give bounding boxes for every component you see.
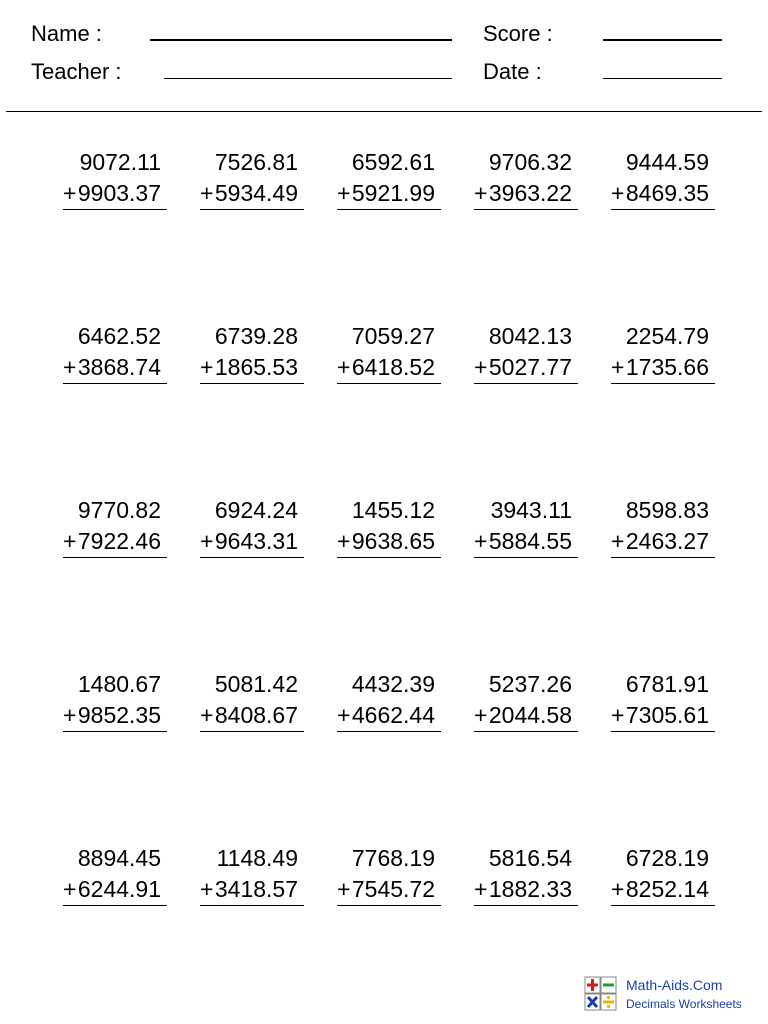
addition-problem — [611, 670, 715, 732]
plus-sign: + — [474, 354, 488, 380]
plus-sign: + — [474, 180, 488, 206]
addend-bottom: 5884.55 — [488, 528, 572, 554]
addend-top: 6462.52 — [77, 323, 161, 349]
answer-line[interactable] — [337, 383, 441, 384]
plus-sign: + — [63, 702, 77, 728]
header-divider — [6, 111, 762, 112]
addend-bottom: 5934.49 — [214, 180, 298, 206]
plus-sign: + — [611, 180, 625, 206]
addend-bottom: 9638.65 — [351, 528, 435, 554]
teacher-label: Teacher : — [31, 59, 122, 84]
addend-bottom: 3868.74 — [77, 354, 161, 380]
addition-problem — [200, 148, 304, 210]
addition-problem — [474, 844, 578, 906]
answer-line[interactable] — [337, 731, 441, 732]
addend-bottom: 3963.22 — [488, 180, 572, 206]
addition-problem — [200, 322, 304, 384]
addend-top: 7768.19 — [351, 845, 435, 871]
answer-line[interactable] — [611, 731, 715, 732]
plus-sign: + — [200, 702, 214, 728]
answer-line[interactable] — [611, 209, 715, 210]
addend-top: 3943.11 — [490, 497, 572, 523]
addend-bottom: 8469.35 — [625, 180, 709, 206]
answer-line[interactable] — [474, 731, 578, 732]
answer-line[interactable] — [611, 557, 715, 558]
addend-bottom: 7922.46 — [77, 528, 161, 554]
answer-line[interactable] — [474, 209, 578, 210]
addend-top: 6592.61 — [351, 149, 435, 175]
date-label: Date : — [483, 59, 542, 84]
problem-row — [63, 496, 723, 670]
answer-line[interactable] — [63, 209, 167, 210]
answer-line[interactable] — [200, 209, 304, 210]
addition-problem — [337, 844, 441, 906]
problem-row — [63, 670, 723, 844]
answer-line[interactable] — [337, 905, 441, 906]
addition-problem — [611, 148, 715, 210]
addition-problem — [611, 496, 715, 558]
date-field[interactable] — [603, 78, 722, 79]
answer-line[interactable] — [200, 905, 304, 906]
addend-bottom: 2044.58 — [488, 702, 572, 728]
plus-sign: + — [611, 354, 625, 380]
plus-sign: + — [200, 528, 214, 554]
plus-sign: + — [611, 876, 625, 902]
plus-sign: + — [337, 702, 351, 728]
addend-top: 7059.27 — [351, 323, 435, 349]
addend-top: 8894.45 — [77, 845, 161, 871]
plus-sign: + — [611, 528, 625, 554]
plus-sign: + — [474, 528, 488, 554]
addend-bottom: 9643.31 — [214, 528, 298, 554]
problem-row — [63, 148, 723, 322]
plus-sign: + — [63, 180, 77, 206]
answer-line[interactable] — [200, 383, 304, 384]
problem-row — [63, 322, 723, 496]
answer-line[interactable] — [63, 383, 167, 384]
addition-problem — [200, 844, 304, 906]
math-operators-icon — [584, 976, 618, 1012]
answer-line[interactable] — [474, 905, 578, 906]
plus-sign: + — [63, 354, 77, 380]
addend-top: 6739.28 — [214, 323, 298, 349]
plus-sign: + — [337, 528, 351, 554]
addend-bottom: 8252.14 — [625, 876, 709, 902]
addend-top: 6781.91 — [625, 671, 709, 697]
addend-bottom: 5027.77 — [488, 354, 572, 380]
plus-sign: + — [63, 876, 77, 902]
addend-top: 1148.49 — [216, 845, 298, 871]
answer-line[interactable] — [337, 209, 441, 210]
score-label: Score : — [483, 21, 553, 46]
name-label: Name : — [31, 21, 102, 46]
addend-top: 6924.24 — [214, 497, 298, 523]
addition-problem — [337, 148, 441, 210]
addend-top: 6728.19 — [625, 845, 709, 871]
addend-top: 7526.81 — [214, 149, 298, 175]
answer-line[interactable] — [474, 383, 578, 384]
addend-bottom: 6244.91 — [77, 876, 161, 902]
addend-bottom: 9903.37 — [77, 180, 161, 206]
addition-problem — [474, 322, 578, 384]
addition-problem — [200, 496, 304, 558]
addend-top: 9444.59 — [625, 149, 709, 175]
addend-top: 8598.83 — [625, 497, 709, 523]
answer-line[interactable] — [63, 731, 167, 732]
answer-line[interactable] — [63, 557, 167, 558]
plus-sign: + — [200, 876, 214, 902]
addition-problem — [63, 670, 167, 732]
plus-sign: + — [474, 876, 488, 902]
addend-top: 5237.26 — [488, 671, 572, 697]
addend-top: 1455.12 — [351, 497, 435, 523]
addend-top: 2254.79 — [625, 323, 709, 349]
addend-top: 9072.11 — [79, 149, 161, 175]
addend-top: 5081.42 — [214, 671, 298, 697]
addend-bottom: 3418.57 — [214, 876, 298, 902]
plus-sign: + — [337, 354, 351, 380]
answer-line[interactable] — [611, 383, 715, 384]
answer-line[interactable] — [337, 557, 441, 558]
addend-bottom: 1882.33 — [488, 876, 572, 902]
addition-problem — [474, 148, 578, 210]
addition-problem — [611, 322, 715, 384]
teacher-field[interactable] — [164, 78, 452, 79]
addend-top: 4432.39 — [351, 671, 435, 697]
addend-bottom: 2463.27 — [625, 528, 709, 554]
plus-sign: + — [337, 876, 351, 902]
addend-top: 9770.82 — [77, 497, 161, 523]
worksheet-type: Decimals Worksheets — [626, 997, 742, 1011]
plus-sign: + — [200, 180, 214, 206]
addition-problem — [63, 496, 167, 558]
addend-bottom: 6418.52 — [351, 354, 435, 380]
answer-line[interactable] — [474, 557, 578, 558]
site-name: Math-Aids.Com — [626, 977, 723, 993]
addition-problem — [474, 496, 578, 558]
addend-top: 8042.13 — [488, 323, 572, 349]
addition-problem — [200, 670, 304, 732]
addend-bottom: 1735.66 — [625, 354, 709, 380]
addition-problem — [63, 322, 167, 384]
addition-problem — [611, 844, 715, 906]
math-aids-logo — [584, 976, 754, 1016]
addition-problem — [337, 670, 441, 732]
addition-problem — [337, 496, 441, 558]
score-field[interactable] — [603, 39, 722, 41]
answer-line[interactable] — [63, 905, 167, 906]
addend-top: 1480.67 — [77, 671, 161, 697]
plus-sign: + — [63, 528, 77, 554]
addend-bottom: 4662.44 — [351, 702, 435, 728]
addend-top: 5816.54 — [488, 845, 572, 871]
addend-bottom: 7545.72 — [351, 876, 435, 902]
addend-bottom: 7305.61 — [625, 702, 709, 728]
addition-problem — [63, 148, 167, 210]
plus-sign: + — [337, 180, 351, 206]
addition-problem — [337, 322, 441, 384]
plus-sign: + — [200, 354, 214, 380]
addend-top: 9706.32 — [488, 149, 572, 175]
problem-grid — [63, 148, 723, 1018]
answer-line[interactable] — [200, 731, 304, 732]
addend-bottom: 8408.67 — [214, 702, 298, 728]
addend-bottom: 1865.53 — [214, 354, 298, 380]
addition-problem — [63, 844, 167, 906]
answer-line[interactable] — [611, 905, 715, 906]
addend-bottom: 5921.99 — [351, 180, 435, 206]
answer-line[interactable] — [200, 557, 304, 558]
plus-sign: + — [611, 702, 625, 728]
addition-problem — [474, 670, 578, 732]
name-field[interactable] — [150, 39, 452, 41]
plus-sign: + — [474, 702, 488, 728]
addend-bottom: 9852.35 — [77, 702, 161, 728]
